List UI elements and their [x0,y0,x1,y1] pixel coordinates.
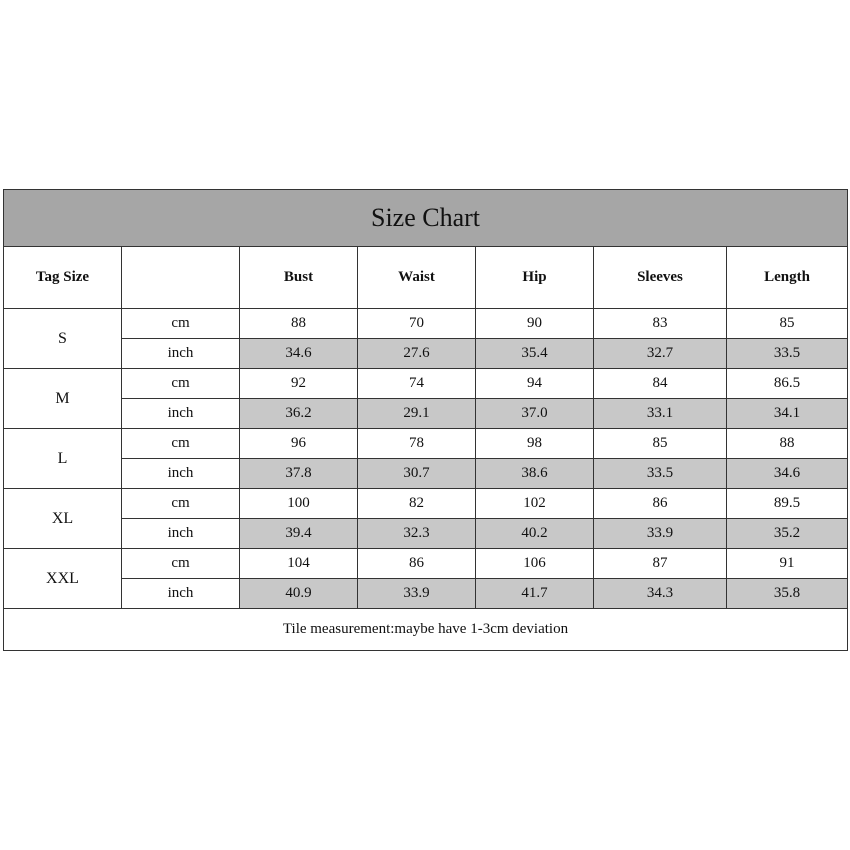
table-row [4,309,848,339]
waist-cm-value: 82 [358,489,476,519]
sleeves-cm-value: 85 [594,429,727,459]
header-tag-size: Tag Size [4,247,122,309]
unit-label-inch: inch [122,399,240,429]
unit-label-cm: cm [122,549,240,579]
size-label: S [4,309,122,369]
hip-cm-value: 90 [476,309,594,339]
size-label: XL [4,489,122,549]
size-chart-sheet [3,189,847,651]
sleeves-inch-value: 33.9 [594,519,727,549]
unit-label-inch: inch [122,459,240,489]
table-row [4,519,848,549]
size-label: M [4,369,122,429]
hip-inch-value: 38.6 [476,459,594,489]
header-sleeves: Sleeves [594,247,727,309]
size-chart-table [3,189,848,651]
hip-cm-value: 102 [476,489,594,519]
length-inch-value: 33.5 [727,339,848,369]
hip-cm-value: 94 [476,369,594,399]
header-unit [122,247,240,309]
waist-inch-value: 27.6 [358,339,476,369]
unit-label-inch: inch [122,519,240,549]
bust-inch-value: 34.6 [240,339,358,369]
unit-label-cm: cm [122,309,240,339]
waist-cm-value: 70 [358,309,476,339]
table-row [4,399,848,429]
waist-inch-value: 30.7 [358,459,476,489]
header-waist: Waist [358,247,476,309]
table-row [4,369,848,399]
waist-cm-value: 78 [358,429,476,459]
unit-label-cm: cm [122,429,240,459]
header-bust: Bust [240,247,358,309]
waist-cm-value: 86 [358,549,476,579]
sleeves-cm-value: 86 [594,489,727,519]
bust-inch-value: 37.8 [240,459,358,489]
bust-inch-value: 40.9 [240,579,358,609]
length-inch-value: 34.6 [727,459,848,489]
length-cm-value: 86.5 [727,369,848,399]
sleeves-inch-value: 32.7 [594,339,727,369]
note-row [4,609,848,651]
hip-cm-value: 98 [476,429,594,459]
header-length: Length [727,247,848,309]
length-cm-value: 88 [727,429,848,459]
hip-cm-value: 106 [476,549,594,579]
bust-cm-value: 96 [240,429,358,459]
bust-inch-value: 36.2 [240,399,358,429]
unit-label-inch: inch [122,579,240,609]
waist-inch-value: 32.3 [358,519,476,549]
sleeves-cm-value: 87 [594,549,727,579]
waist-cm-value: 74 [358,369,476,399]
length-cm-value: 91 [727,549,848,579]
table-row [4,339,848,369]
header-row [4,247,848,309]
table-row [4,459,848,489]
hip-inch-value: 41.7 [476,579,594,609]
bust-cm-value: 100 [240,489,358,519]
size-label: L [4,429,122,489]
length-cm-value: 85 [727,309,848,339]
hip-inch-value: 40.2 [476,519,594,549]
bust-cm-value: 88 [240,309,358,339]
length-inch-value: 34.1 [727,399,848,429]
chart-title: Size Chart [4,190,848,247]
hip-inch-value: 35.4 [476,339,594,369]
bust-inch-value: 39.4 [240,519,358,549]
header-hip: Hip [476,247,594,309]
bust-cm-value: 92 [240,369,358,399]
hip-inch-value: 37.0 [476,399,594,429]
unit-label-cm: cm [122,369,240,399]
unit-label-cm: cm [122,489,240,519]
waist-inch-value: 29.1 [358,399,476,429]
size-label: XXL [4,549,122,609]
table-row [4,489,848,519]
table-row [4,429,848,459]
bust-cm-value: 104 [240,549,358,579]
table-row [4,579,848,609]
length-inch-value: 35.8 [727,579,848,609]
sleeves-inch-value: 33.1 [594,399,727,429]
table-row [4,549,848,579]
unit-label-inch: inch [122,339,240,369]
sleeves-inch-value: 33.5 [594,459,727,489]
measurement-note: Tile measurement:maybe have 1-3cm deviation [4,609,848,651]
length-cm-value: 89.5 [727,489,848,519]
waist-inch-value: 33.9 [358,579,476,609]
sleeves-cm-value: 83 [594,309,727,339]
length-inch-value: 35.2 [727,519,848,549]
sleeves-inch-value: 34.3 [594,579,727,609]
sleeves-cm-value: 84 [594,369,727,399]
